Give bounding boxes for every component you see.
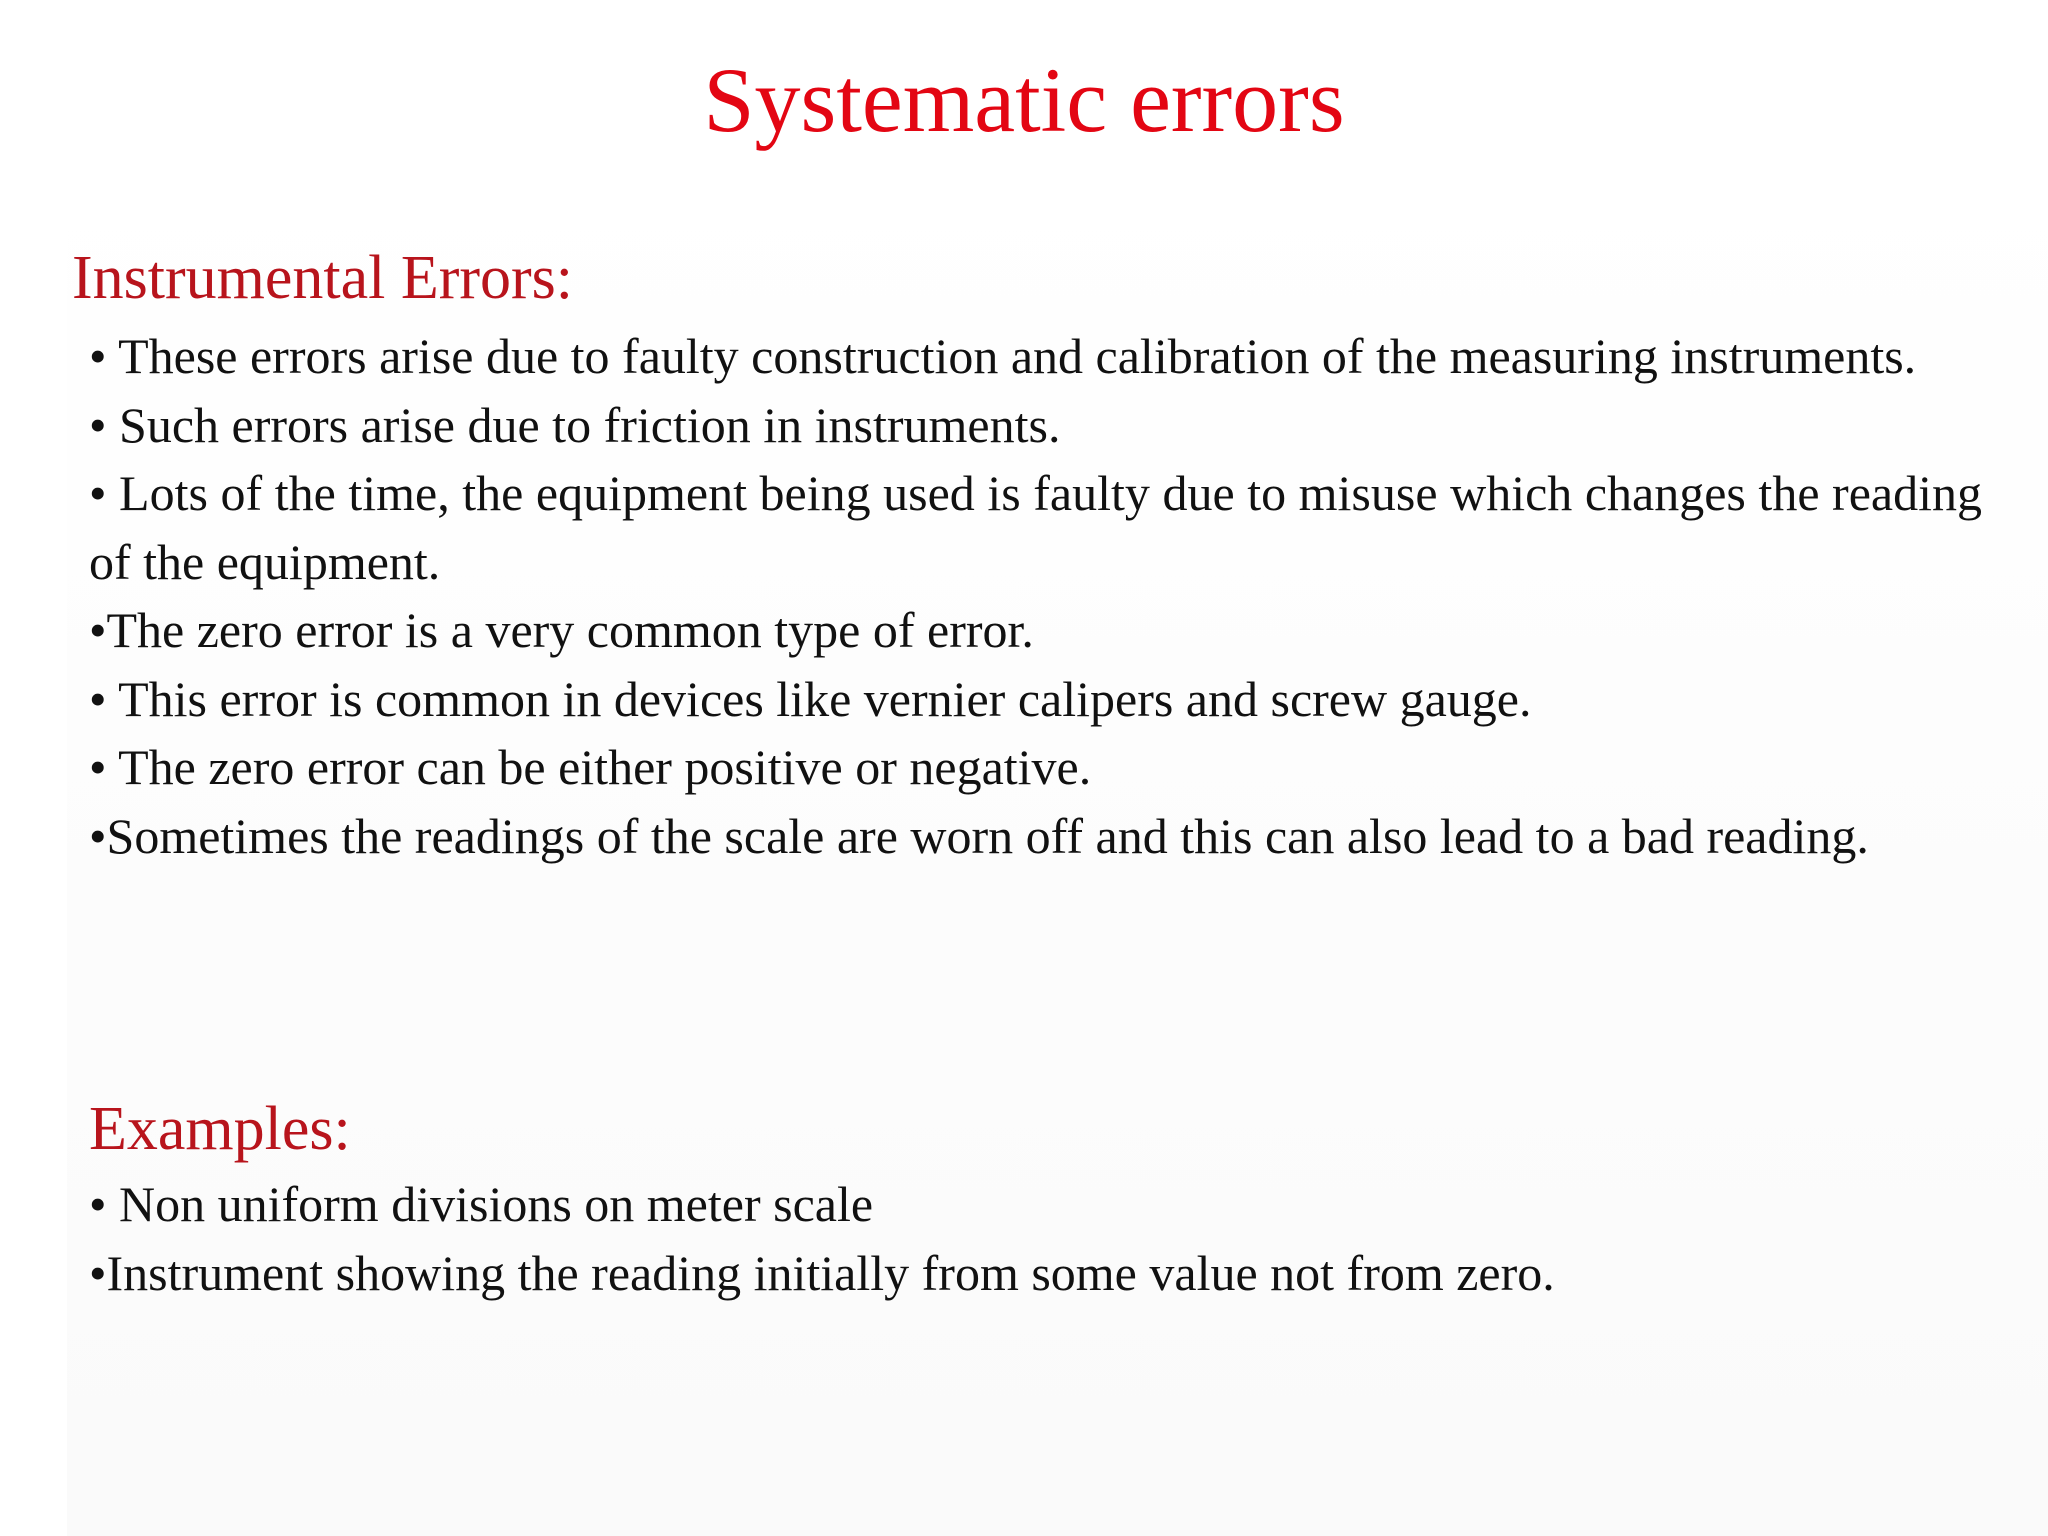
examples-heading: Examples: <box>89 1095 351 1163</box>
list-item: • The zero error can be either positive or negative. <box>89 739 1092 795</box>
list-item: • These errors arise due to faulty construction and calibration of the measuring instruments. <box>89 328 1917 384</box>
list-item: •Instrument showing the reading initially from some value not from zero. <box>89 1244 1555 1301</box>
instrumental-errors-heading: Instrumental Errors: <box>72 244 574 312</box>
list-item: •Sometimes the readings of the scale are worn off and this can also lead to a bad reading. <box>89 807 1869 864</box>
list-item: •The zero error is a very common type of error. <box>89 602 1034 658</box>
list-item: • Such errors arise due to friction in instruments. <box>89 396 1061 453</box>
list-item: • This error is common in devices like vernier calipers and screw gauge. <box>89 670 1532 727</box>
instrumental-errors-list <box>89 322 1982 870</box>
slide-title: Systematic errors <box>703 49 1345 151</box>
list-item: • Non uniform divisions on meter scale <box>89 1176 874 1232</box>
examples-list <box>89 1170 1982 1307</box>
list-item: • Lots of the time, the equipment being used is faulty due to misuse which changes the reading of the equipment. <box>89 465 1982 590</box>
